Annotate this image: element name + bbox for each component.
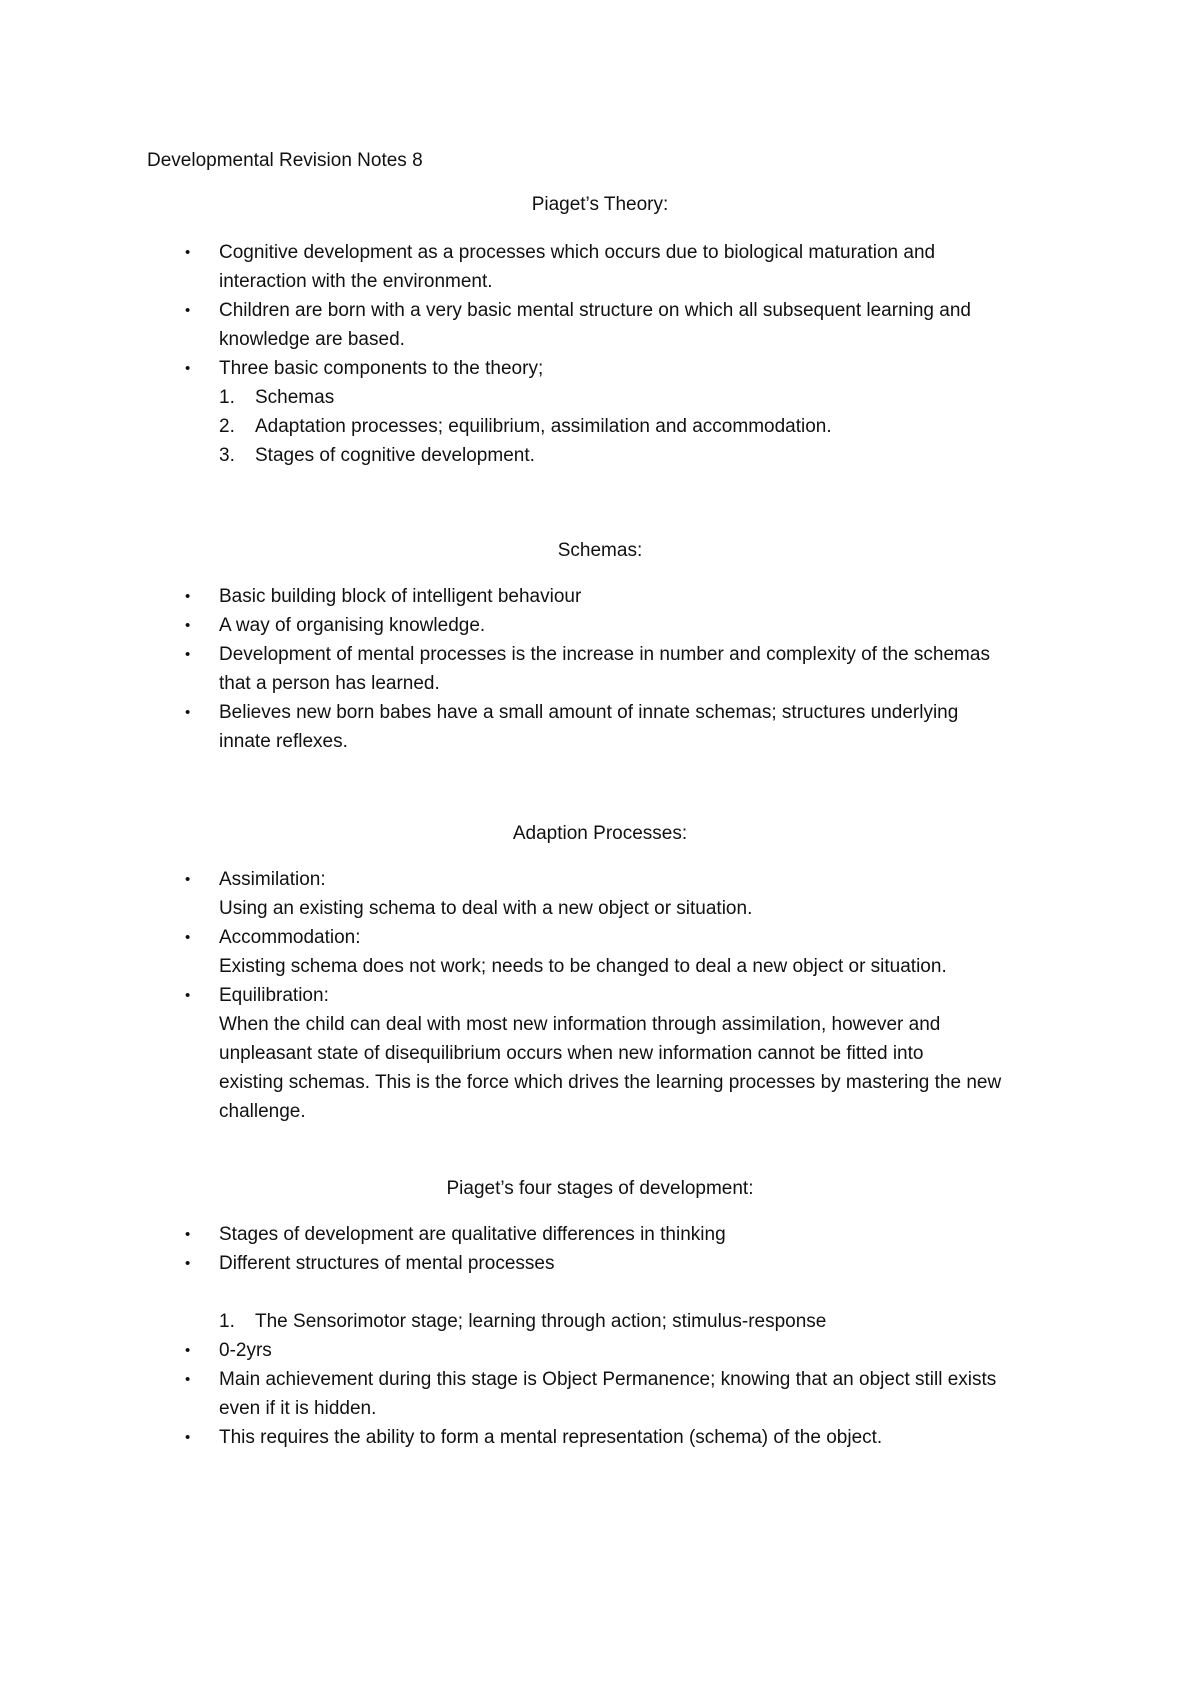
bullet-icon: •: [185, 244, 191, 261]
list-item-text: A way of organising knowledge.: [219, 615, 486, 636]
bullet-icon: •: [185, 1342, 191, 1359]
list-item-text: knowledge are based.: [219, 329, 405, 350]
list-number: 1.: [219, 387, 235, 408]
list-item-text: Different structures of mental processes: [219, 1253, 555, 1274]
list-item-text: Using an existing schema to deal with a new object or situation.: [219, 898, 753, 919]
section-heading-piaget-theory: Piaget’s Theory:: [531, 194, 669, 215]
list-item-text: Stages of development are qualitative differences in thinking: [219, 1224, 726, 1245]
bullet-icon: •: [185, 360, 191, 377]
document-title: Developmental Revision Notes 8: [147, 150, 423, 171]
list-number: 2.: [219, 416, 235, 437]
list-number: 1.: [219, 1311, 235, 1332]
list-item-text: Existing schema does not work; needs to be changed to deal a new object or situation.: [219, 956, 947, 977]
bullet-icon: •: [185, 1429, 191, 1446]
bullet-icon: •: [185, 1371, 191, 1388]
bullet-icon: •: [185, 646, 191, 663]
bullet-icon: •: [185, 617, 191, 634]
list-item-text: interaction with the environment.: [219, 271, 493, 292]
bullet-icon: •: [185, 1226, 191, 1243]
list-item-text: challenge.: [219, 1101, 306, 1122]
section-heading-schemas: Schemas:: [557, 540, 643, 561]
bullet-icon: •: [185, 302, 191, 319]
list-item-text: even if it is hidden.: [219, 1398, 377, 1419]
section-heading-adaption-processes: Adaption Processes:: [512, 823, 688, 844]
list-item-text: Three basic components to the theory;: [219, 358, 544, 379]
list-item-text: innate reflexes.: [219, 731, 348, 752]
list-item-text: Believes new born babes have a small amount of innate schemas; structures underlying: [219, 702, 959, 723]
list-item-text: Basic building block of intelligent behaviour: [219, 586, 582, 607]
bullet-icon: •: [185, 871, 191, 888]
numbered-item-text: Stages of cognitive development.: [255, 445, 535, 466]
bullet-icon: •: [185, 929, 191, 946]
numbered-item-text: Adaptation processes; equilibrium, assimilation and accommodation.: [255, 416, 832, 437]
list-item-text: existing schemas. This is the force which drives the learning processes by mastering the new: [219, 1072, 1002, 1093]
list-item-text: Main achievement during this stage is Object Permanence; knowing that an object still exists: [219, 1369, 997, 1390]
list-item-text: When the child can deal with most new information through assimilation, however and: [219, 1014, 941, 1035]
list-item-text: Development of mental processes is the increase in number and complexity of the schemas: [219, 644, 990, 665]
bullet-icon: •: [185, 987, 191, 1004]
list-item-text: that a person has learned.: [219, 673, 440, 694]
list-item-text: Assimilation:: [219, 869, 326, 890]
numbered-item-text: The Sensorimotor stage; learning through action; stimulus-response: [255, 1311, 827, 1332]
bullet-icon: •: [185, 1255, 191, 1272]
list-item-text: 0-2yrs: [219, 1340, 272, 1361]
numbered-item-text: Schemas: [255, 387, 335, 408]
list-item-text: unpleasant state of disequilibrium occurs when new information cannot be fitted into: [219, 1043, 924, 1064]
section-heading-four-stages: Piaget’s four stages of development:: [446, 1178, 754, 1199]
list-item-text: Accommodation:: [219, 927, 361, 948]
bullet-icon: •: [185, 588, 191, 605]
list-item-text: Equilibration:: [219, 985, 329, 1006]
list-item-text: This requires the ability to form a mental representation (schema) of the object.: [219, 1427, 883, 1448]
bullet-icon: •: [185, 704, 191, 721]
list-item-text: Children are born with a very basic mental structure on which all subsequent learning and: [219, 300, 971, 321]
list-number: 3.: [219, 445, 235, 466]
list-item-text: Cognitive development as a processes which occurs due to biological maturation and: [219, 242, 936, 263]
